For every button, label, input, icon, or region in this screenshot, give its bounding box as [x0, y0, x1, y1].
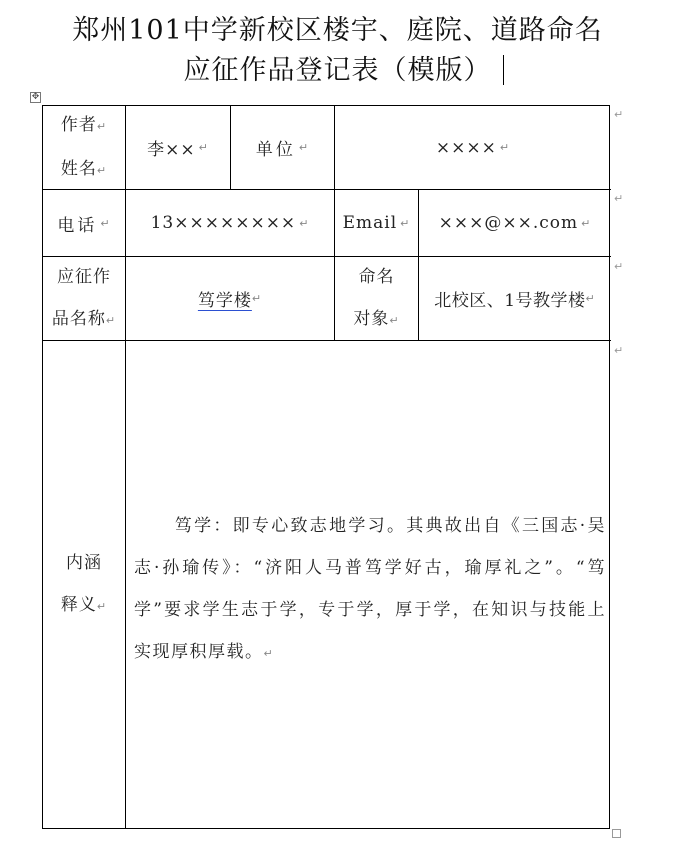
author-label: 作者↵ 姓名↵ — [60, 114, 108, 179]
meaning-text[interactable]: 笃学：即专心致志地学习。其典故出自《三国志·吴志·孙瑜传》：“济阳人马普笃学好古，瑜厚礼之”。“笃学”要求学生志于学，专于学，厚于学，在知识与技能上实现厚积厚载。↵ — [134, 516, 606, 662]
form-title-line-1: 郑州101中学新校区楼宇、庭院、道路命名 — [72, 15, 603, 46]
naming-target-value[interactable]: 北校区、1号教学楼 ↵ — [434, 291, 596, 311]
unit-label: 单位 ↵ — [255, 140, 310, 160]
work-name-label: 应征作 品名称↵ — [51, 266, 117, 329]
form-title-line-2 — [0, 48, 675, 87]
table-resize-handle[interactable] — [612, 829, 621, 838]
naming-target-label: 命名 对象↵ — [353, 266, 400, 329]
work-name-value[interactable]: 笃学楼 ↵ — [197, 291, 263, 311]
unit-value[interactable]: ×××× ↵ — [435, 137, 511, 158]
email-value[interactable]: ×××@××.com ↵ — [438, 213, 592, 233]
text-cursor — [503, 55, 504, 85]
meaning-label: 内涵 释义↵ — [60, 552, 108, 615]
table-move-handle-icon[interactable]: ✥ — [31, 92, 40, 102]
form-title-text: 应征作品登记表（模版） — [183, 55, 492, 86]
end-of-row-mark: ↵ — [614, 344, 624, 357]
email-label: Email ↵ — [342, 213, 411, 233]
row-divider — [43, 340, 611, 341]
phone-label: 电话 ↵ — [57, 215, 111, 236]
end-of-row-mark: ↵ — [614, 192, 624, 205]
registration-table — [42, 105, 610, 829]
end-of-row-mark: ↵ — [614, 108, 624, 121]
end-of-row-mark: ↵ — [614, 260, 624, 273]
author-value[interactable]: 李×× ↵ — [147, 140, 209, 160]
phone-value[interactable]: 13×××××××× ↵ — [150, 213, 310, 233]
